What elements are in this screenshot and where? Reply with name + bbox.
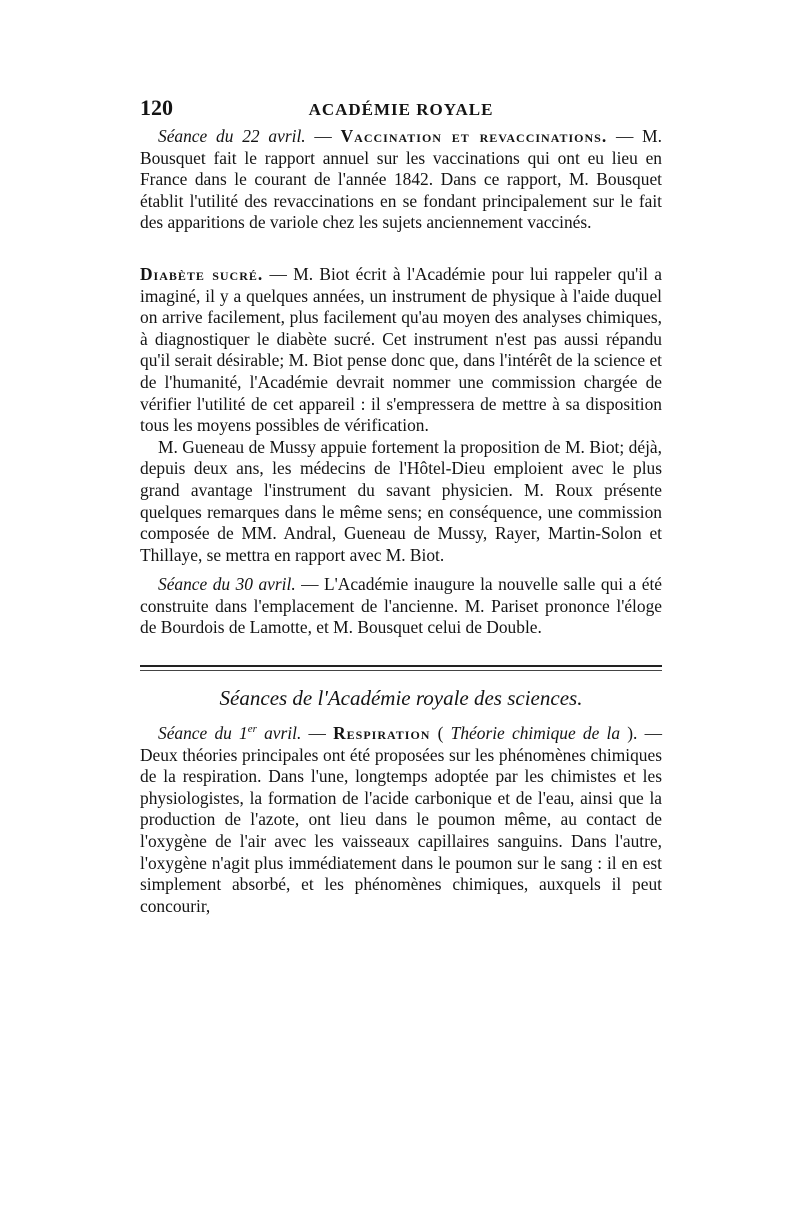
topic-subtitle: Théorie chimique de la (450, 723, 628, 744)
paragraph-text: M. Gueneau de Mussy appuie fortement la proposition de M. Biot; déjà, depuis deux ans, les médecins de l'Hôtel-Dieu emploient avec le plus grand avantage l'instrument du savant physicien. M. Roux présente quelques remarques dans le même sens; en conséquence, une commission composée de MM. Andral, Gueneau de Mussy, Rayer, Martin-Solon et Thillaye, se mettra en rapport avec M. Biot. (140, 436, 662, 565)
paragraph-text: — M. Bousquet fait le rapport annuel sur les vaccinations qui ont eu lieu en France dans le courant de l'année 1842. Dans ce rapport, M. Bousquet établit l'utilité des revaccinations en se fondant principalement sur le fait des apparitions de variole chez les sujets anciennement vaccinés. (140, 126, 662, 233)
paragraph-gap (140, 566, 662, 574)
paren: ( (430, 723, 451, 744)
topic-heading: Diabète sucré. (140, 263, 264, 284)
dash: — (301, 723, 334, 744)
paragraph-respiration (140, 723, 662, 917)
paragraph-text: — L'Académie inaugure la nouvelle salle qui a été construite dans l'emplacement de l'ancienne. M. Pariset prononce l'éloge de Bourdois de Lamotte, et M. Bousquet celui de Double. (140, 574, 662, 638)
paragraph-gap (140, 234, 662, 264)
paragraph-vaccination (140, 126, 662, 234)
paragraph-seance-30 (140, 574, 662, 639)
topic-heading: Respiration (333, 723, 431, 744)
dash: — (305, 126, 341, 146)
paragraph-diabete (140, 264, 662, 437)
paragraph-text: — M. Biot écrit à l'Académie pour lui rappeler qu'il a imaginé, il y a quelques années, un instrument de physique à l'aide duquel on arrive facilement, plus facilement qu'au moyen des analyses chimiques, à diagnostiquer le diabète sucré. Cet instrument n'est pas aussi répandu qu'il serait désirable; M. Biot pense donc que, dans l'intérêt de la science et de l'humanité, l'Académie devrait nommer une commission chargée de vérifier l'utilité de cet appareil : il s'empressera de mettre à sa disposition tous les moyens possibles de vérification. (140, 263, 662, 436)
paragraph-text: — Deux théories principales ont été proposées sur les phénomènes chimiques de la respiration. Dans l'une, longtemps adoptée par les chimistes et les physiologistes, la formation de l'acide carbonique et de l'eau, ainsi que la production de l'azote, ont lieu dans le poumon même, au contact de l'oxygène de l'air avec les vaisseaux capillaires sanguins. Dans l'autre, l'oxygène n'agit plus immédiatement dans le poumon sur le sang : il en est simplement absorbé, et les phénomènes chimiques, auxquels il peut concourir, (140, 723, 662, 916)
session-date: Séance du 22 avril. (158, 126, 306, 146)
section-divider (140, 665, 662, 671)
paragraph-gueneau (140, 437, 662, 567)
section-title: Séances de l'Académie royale des sciences. (219, 686, 583, 711)
book-page (140, 96, 662, 917)
divider-rule-thick (140, 665, 662, 667)
running-head: ACADÉMIE ROYALE (308, 100, 494, 119)
divider-rule-thin (140, 670, 662, 671)
session-date: Séance du 30 avril. (158, 574, 296, 595)
paren: ). (627, 723, 638, 744)
page-number: 120 (140, 95, 173, 120)
page-header (140, 96, 662, 126)
session-date: Séance du 1er avril. (158, 723, 302, 744)
topic-heading: Vaccination et revaccinations. (340, 126, 608, 146)
